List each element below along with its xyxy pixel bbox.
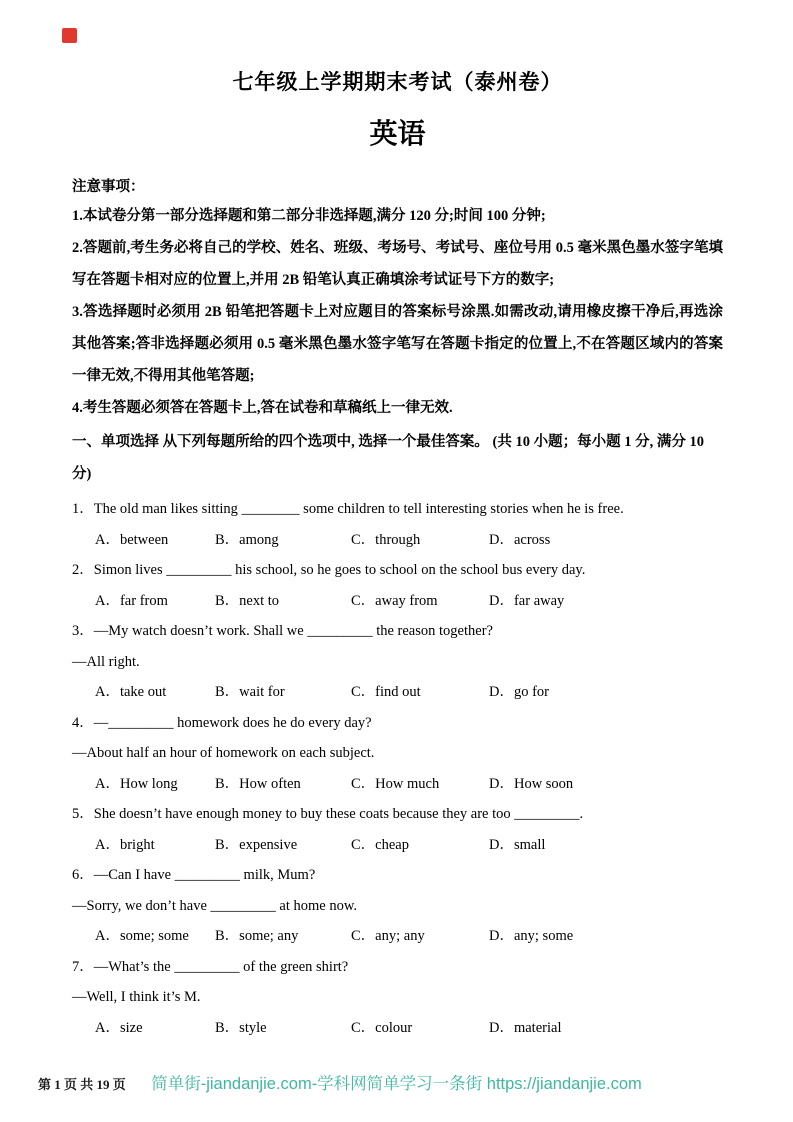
option-b: B．wait for: [215, 684, 285, 700]
option-a: A．bright: [95, 836, 155, 853]
question-options: [72, 830, 723, 861]
notice-item: 4.考生答题必须答在答题卡上,答在试卷和草稿纸上一律无效.: [72, 400, 453, 416]
question-list: [72, 494, 723, 1043]
option-d: D．How soon: [489, 775, 574, 792]
question-text: —All right.: [72, 653, 140, 670]
option-c: C．cheap: [351, 836, 409, 853]
option-d: D．material: [489, 1019, 562, 1036]
watermark-text: 简单街-jiandanjie.com-学科网简单学习一条街 https://jiandanjie.com: [151, 1075, 642, 1093]
option-a: A．take out: [95, 684, 167, 700]
option-c: C．colour: [351, 1019, 413, 1036]
option-b: B．among: [215, 531, 279, 548]
page-indicator: 第 1 页 共 19 页: [38, 1077, 126, 1092]
notice-heading: 注意事项：: [72, 179, 145, 195]
page-footer: [0, 1064, 793, 1104]
option-d: D．small: [489, 836, 546, 853]
question-text: —About half an hour of homework on each subject.: [72, 745, 375, 761]
option-c: C．any; any: [351, 928, 425, 944]
option-a: A．size: [95, 1019, 143, 1036]
option-d: D．far away: [489, 592, 565, 609]
option-c: C．through: [351, 531, 421, 548]
option-b: B．some; any: [215, 928, 299, 944]
question-3: [72, 616, 723, 708]
question-text: 7．—What’s the _________ of the green shirt?: [72, 958, 349, 975]
option-d: D．any; some: [489, 928, 574, 944]
option-c: C．away from: [351, 592, 438, 609]
question-text: 3．—My watch doesn’t work. Shall we _________ the reason together?: [72, 623, 493, 639]
question-options: [72, 677, 723, 708]
option-a: A．some; some: [95, 928, 189, 944]
subject-title: 英语: [369, 119, 426, 150]
question-options: [72, 921, 723, 952]
option-d: D．across: [489, 531, 551, 548]
notice-item: 2.答题前,考生务必将自己的学校、姓名、班级、考场号、考试号、座位号用 0.5 毫米黑色墨水签字笔填写在答题卡相对应的位置上,并用 2B 铅笔认真正确填涂考试证号下方的数字;: [72, 240, 723, 288]
option-c: C．How much: [351, 775, 440, 792]
question-text: 1．The old man likes sitting ________ some children to tell interesting stories when he is free.: [72, 501, 624, 517]
exam-notices: [72, 174, 723, 424]
option-b: B．How often: [215, 775, 301, 792]
question-text: 2．Simon lives _________ his school, so he goes to school on the school bus every day.: [72, 562, 586, 578]
section-heading: 一、单项选择 从下列每题所给的四个选项中, 选择一个最佳答案。 (共 10 小题；每小题 1 分, 满分 10 分): [72, 434, 704, 482]
question-7: [72, 952, 723, 1044]
question-options: [72, 1013, 723, 1044]
option-a: A．far from: [95, 592, 168, 609]
option-a: A．How long: [95, 775, 178, 792]
red-corner-mark-icon: [62, 28, 77, 43]
page-title: 七年级上学期期末考试（泰州卷）: [232, 70, 563, 94]
question-options: [72, 586, 723, 617]
option-b: B．style: [215, 1019, 267, 1036]
question-text: 5．She doesn’t have enough money to buy these coats because they are too _________.: [72, 806, 584, 822]
option-b: B．expensive: [215, 836, 298, 853]
question-5: [72, 799, 723, 860]
question-options: [72, 769, 723, 800]
option-b: B．next to: [215, 592, 280, 609]
notice-item: 3.答选择题时必须用 2B 铅笔把答题卡上对应题目的答案标号涂黑.如需改动,请用橡皮擦干净后,再选涂其他答案;答非选择题必须用 0.5 毫米黑色墨水签字笔写在答题卡指定的位置上,不在答题区域内的答案一律无效,不得用其他笔答题;: [72, 304, 723, 384]
option-d: D．go for: [489, 684, 550, 700]
question-text: —Sorry, we don’t have _________ at home now.: [72, 897, 357, 914]
question-4: [72, 708, 723, 800]
question-text: 4．—_________ homework does he do every day?: [72, 714, 372, 731]
question-options: [72, 525, 723, 556]
question-text: 6．—Can I have _________ milk, Mum?: [72, 867, 316, 883]
option-a: A．between: [95, 531, 169, 548]
option-c: C．find out: [351, 684, 421, 700]
question-6: [72, 860, 723, 952]
question-2: [72, 555, 723, 616]
notice-item: 1.本试卷分第一部分选择题和第二部分非选择题,满分 120 分;时间 100 分钟;: [72, 208, 546, 224]
question-text: —Well, I think it’s M.: [72, 989, 201, 1005]
question-1: [72, 494, 723, 555]
